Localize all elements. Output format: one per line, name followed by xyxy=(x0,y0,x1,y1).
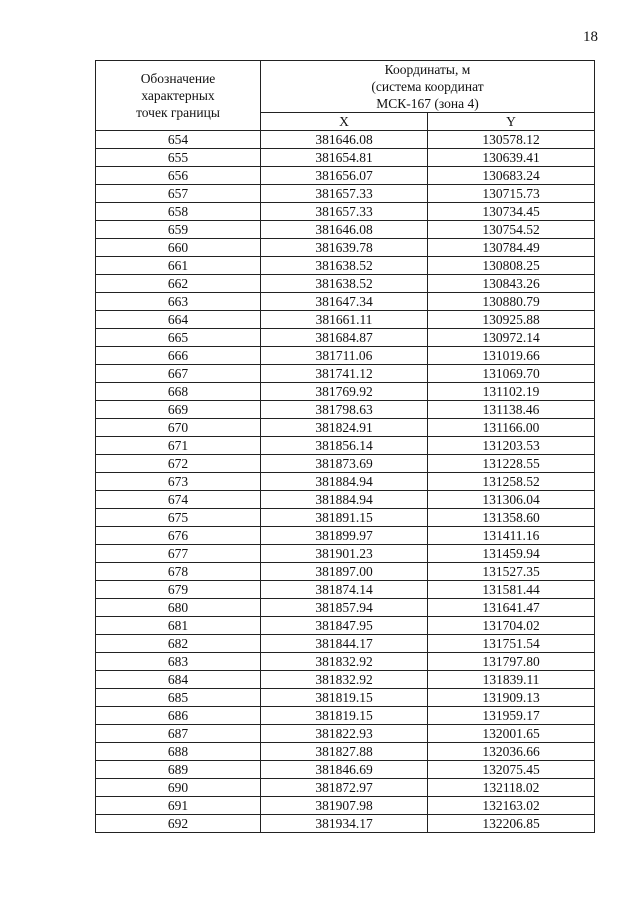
y-coordinate-cell: 131797.80 xyxy=(428,653,595,671)
point-id-cell: 659 xyxy=(96,221,261,239)
x-coordinate-cell: 381647.34 xyxy=(261,293,428,311)
table-row xyxy=(96,275,595,293)
x-coordinate-cell: 381684.87 xyxy=(261,329,428,347)
y-coordinate-cell: 132036.66 xyxy=(428,743,595,761)
point-id-cell: 691 xyxy=(96,797,261,815)
y-coordinate-cell: 131166.00 xyxy=(428,419,595,437)
point-id-cell: 676 xyxy=(96,527,261,545)
table-row xyxy=(96,761,595,779)
x-coordinate-cell: 381639.78 xyxy=(261,239,428,257)
table-row xyxy=(96,401,595,419)
point-id-cell: 680 xyxy=(96,599,261,617)
y-coordinate-cell: 132001.65 xyxy=(428,725,595,743)
x-coordinate-cell: 381646.08 xyxy=(261,131,428,149)
point-id-cell: 663 xyxy=(96,293,261,311)
x-coordinate-cell: 381638.52 xyxy=(261,257,428,275)
y-coordinate-cell: 131909.13 xyxy=(428,689,595,707)
y-coordinate-cell: 131358.60 xyxy=(428,509,595,527)
point-id-cell: 658 xyxy=(96,203,261,221)
y-coordinate-cell: 131258.52 xyxy=(428,473,595,491)
table-row xyxy=(96,743,595,761)
table-row xyxy=(96,653,595,671)
x-coordinate-cell: 381824.91 xyxy=(261,419,428,437)
x-coordinate-cell: 381819.15 xyxy=(261,689,428,707)
y-coordinate-cell: 131411.16 xyxy=(428,527,595,545)
header-line: точек границы xyxy=(136,105,220,120)
table-row xyxy=(96,635,595,653)
y-coordinate-cell: 131839.11 xyxy=(428,671,595,689)
y-coordinate-cell: 130754.52 xyxy=(428,221,595,239)
point-id-cell: 668 xyxy=(96,383,261,401)
coordinates-header xyxy=(261,61,595,113)
table-row xyxy=(96,815,595,833)
table-row xyxy=(96,455,595,473)
x-coordinate-cell: 381654.81 xyxy=(261,149,428,167)
y-coordinate-cell: 131527.35 xyxy=(428,563,595,581)
y-coordinate-cell: 130880.79 xyxy=(428,293,595,311)
x-coordinate-cell: 381874.14 xyxy=(261,581,428,599)
table-row xyxy=(96,257,595,275)
point-designation-header xyxy=(96,61,261,131)
point-id-cell: 662 xyxy=(96,275,261,293)
y-coordinate-cell: 131641.47 xyxy=(428,599,595,617)
y-column-header: Y xyxy=(428,113,595,131)
table-row xyxy=(96,329,595,347)
y-coordinate-cell: 132206.85 xyxy=(428,815,595,833)
point-id-cell: 687 xyxy=(96,725,261,743)
table-row xyxy=(96,437,595,455)
x-coordinate-cell: 381847.95 xyxy=(261,617,428,635)
y-coordinate-cell: 132075.45 xyxy=(428,761,595,779)
table-row xyxy=(96,185,595,203)
x-coordinate-cell: 381638.52 xyxy=(261,275,428,293)
point-id-cell: 674 xyxy=(96,491,261,509)
table-row xyxy=(96,527,595,545)
point-id-cell: 678 xyxy=(96,563,261,581)
x-coordinate-cell: 381934.17 xyxy=(261,815,428,833)
point-id-cell: 654 xyxy=(96,131,261,149)
y-coordinate-cell: 130578.12 xyxy=(428,131,595,149)
x-coordinate-cell: 381872.97 xyxy=(261,779,428,797)
header-line: (система координат xyxy=(371,79,484,94)
x-coordinate-cell: 381661.11 xyxy=(261,311,428,329)
table-row xyxy=(96,581,595,599)
point-id-cell: 684 xyxy=(96,671,261,689)
header-line: Обозначение xyxy=(140,71,216,86)
x-coordinate-cell: 381844.17 xyxy=(261,635,428,653)
table-row xyxy=(96,311,595,329)
x-coordinate-cell: 381832.92 xyxy=(261,671,428,689)
point-id-cell: 669 xyxy=(96,401,261,419)
x-coordinate-cell: 381711.06 xyxy=(261,347,428,365)
y-coordinate-cell: 130683.24 xyxy=(428,167,595,185)
x-coordinate-cell: 381856.14 xyxy=(261,437,428,455)
table-row xyxy=(96,203,595,221)
y-coordinate-cell: 132163.02 xyxy=(428,797,595,815)
x-coordinate-cell: 381657.33 xyxy=(261,203,428,221)
point-id-cell: 657 xyxy=(96,185,261,203)
table-row xyxy=(96,599,595,617)
point-id-cell: 660 xyxy=(96,239,261,257)
y-coordinate-cell: 130734.45 xyxy=(428,203,595,221)
x-coordinate-cell: 381873.69 xyxy=(261,455,428,473)
x-coordinate-cell: 381884.94 xyxy=(261,491,428,509)
x-coordinate-cell: 381832.92 xyxy=(261,653,428,671)
table-row xyxy=(96,707,595,725)
y-coordinate-cell: 130784.49 xyxy=(428,239,595,257)
table-row xyxy=(96,419,595,437)
point-id-cell: 672 xyxy=(96,455,261,473)
point-id-cell: 679 xyxy=(96,581,261,599)
x-coordinate-cell: 381822.93 xyxy=(261,725,428,743)
y-coordinate-cell: 130639.41 xyxy=(428,149,595,167)
y-coordinate-cell: 130715.73 xyxy=(428,185,595,203)
table-row xyxy=(96,167,595,185)
point-id-cell: 692 xyxy=(96,815,261,833)
table-row xyxy=(96,617,595,635)
point-id-cell: 685 xyxy=(96,689,261,707)
point-id-cell: 681 xyxy=(96,617,261,635)
y-coordinate-cell: 131138.46 xyxy=(428,401,595,419)
point-id-cell: 686 xyxy=(96,707,261,725)
point-id-cell: 682 xyxy=(96,635,261,653)
point-id-cell: 666 xyxy=(96,347,261,365)
y-coordinate-cell: 131102.19 xyxy=(428,383,595,401)
y-coordinate-cell: 131306.04 xyxy=(428,491,595,509)
y-coordinate-cell: 131459.94 xyxy=(428,545,595,563)
x-coordinate-cell: 381827.88 xyxy=(261,743,428,761)
coordinates-table xyxy=(95,60,595,833)
table-row xyxy=(96,239,595,257)
x-coordinate-cell: 381741.12 xyxy=(261,365,428,383)
point-id-cell: 671 xyxy=(96,437,261,455)
table-row xyxy=(96,347,595,365)
x-coordinate-cell: 381857.94 xyxy=(261,599,428,617)
point-id-cell: 689 xyxy=(96,761,261,779)
x-coordinate-cell: 381901.23 xyxy=(261,545,428,563)
x-coordinate-cell: 381891.15 xyxy=(261,509,428,527)
table-row xyxy=(96,365,595,383)
point-id-cell: 655 xyxy=(96,149,261,167)
y-coordinate-cell: 131203.53 xyxy=(428,437,595,455)
table-row xyxy=(96,149,595,167)
page-number: 18 xyxy=(583,29,598,45)
table-row xyxy=(96,491,595,509)
y-coordinate-cell: 131069.70 xyxy=(428,365,595,383)
table-row xyxy=(96,293,595,311)
point-id-cell: 677 xyxy=(96,545,261,563)
x-coordinate-cell: 381656.07 xyxy=(261,167,428,185)
point-id-cell: 690 xyxy=(96,779,261,797)
y-coordinate-cell: 130843.26 xyxy=(428,275,595,293)
table-row xyxy=(96,509,595,527)
header-line: характерных xyxy=(141,88,215,103)
x-coordinate-cell: 381646.08 xyxy=(261,221,428,239)
x-coordinate-cell: 381819.15 xyxy=(261,707,428,725)
table-row xyxy=(96,779,595,797)
x-coordinate-cell: 381899.97 xyxy=(261,527,428,545)
table-row xyxy=(96,725,595,743)
point-id-cell: 664 xyxy=(96,311,261,329)
y-coordinate-cell: 131581.44 xyxy=(428,581,595,599)
y-coordinate-cell: 130925.88 xyxy=(428,311,595,329)
x-coordinate-cell: 381657.33 xyxy=(261,185,428,203)
table-row xyxy=(96,671,595,689)
table-row xyxy=(96,797,595,815)
point-id-cell: 683 xyxy=(96,653,261,671)
y-coordinate-cell: 132118.02 xyxy=(428,779,595,797)
header-line: Координаты, м xyxy=(384,62,471,77)
table-row xyxy=(96,563,595,581)
y-coordinate-cell: 131019.66 xyxy=(428,347,595,365)
table-row xyxy=(96,473,595,491)
table-row xyxy=(96,689,595,707)
y-coordinate-cell: 130972.14 xyxy=(428,329,595,347)
point-id-cell: 670 xyxy=(96,419,261,437)
table-row xyxy=(96,545,595,563)
point-id-cell: 673 xyxy=(96,473,261,491)
y-coordinate-cell: 130808.25 xyxy=(428,257,595,275)
point-id-cell: 656 xyxy=(96,167,261,185)
x-coordinate-cell: 381907.98 xyxy=(261,797,428,815)
x-coordinate-cell: 381884.94 xyxy=(261,473,428,491)
x-coordinate-cell: 381798.63 xyxy=(261,401,428,419)
table-row xyxy=(96,383,595,401)
y-coordinate-cell: 131959.17 xyxy=(428,707,595,725)
point-id-cell: 665 xyxy=(96,329,261,347)
point-id-cell: 667 xyxy=(96,365,261,383)
header-line: МСК-167 (зона 4) xyxy=(376,96,479,111)
point-id-cell: 675 xyxy=(96,509,261,527)
y-coordinate-cell: 131704.02 xyxy=(428,617,595,635)
table-row xyxy=(96,131,595,149)
table-body xyxy=(96,131,595,833)
x-column-header: X xyxy=(261,113,428,131)
point-id-cell: 661 xyxy=(96,257,261,275)
y-coordinate-cell: 131228.55 xyxy=(428,455,595,473)
y-coordinate-cell: 131751.54 xyxy=(428,635,595,653)
x-coordinate-cell: 381897.00 xyxy=(261,563,428,581)
point-id-cell: 688 xyxy=(96,743,261,761)
x-coordinate-cell: 381769.92 xyxy=(261,383,428,401)
table-row xyxy=(96,221,595,239)
x-coordinate-cell: 381846.69 xyxy=(261,761,428,779)
